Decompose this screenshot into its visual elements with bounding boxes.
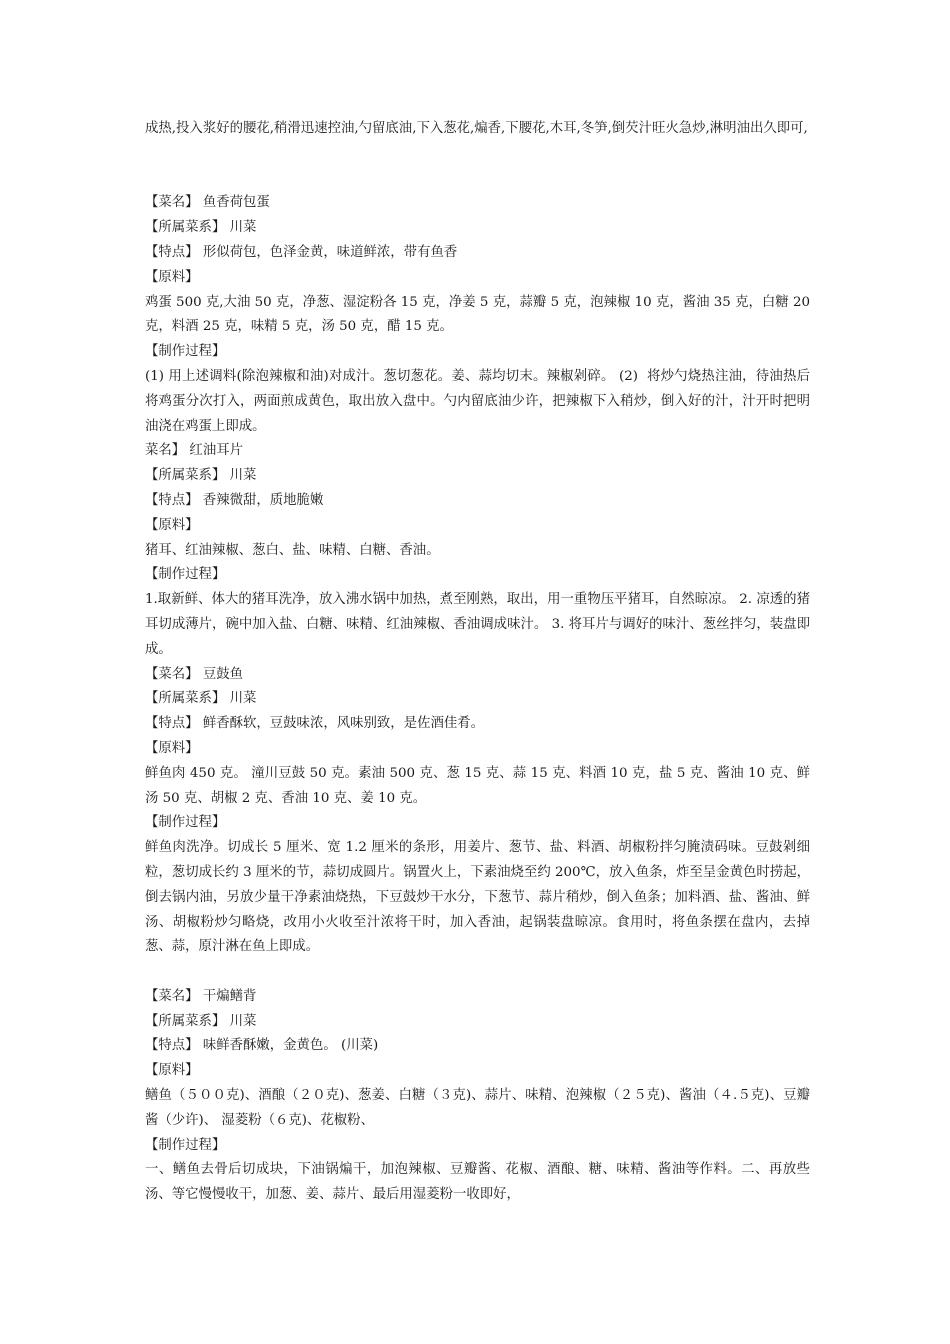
recipe-cuisine: 【所属菜系】 川菜 xyxy=(145,468,257,484)
recipe-block xyxy=(145,191,815,439)
recipe-block xyxy=(145,439,810,662)
process-text: 1.取新鲜、体大的猪耳洗净，放入沸水锅中加热，煮至刚熟，取出，用一重物压平猪耳，自然晾凉。 2. 凉透的猪耳切成薄片，碗中加入盐、白糖、味精、红油辣椒、香油调成味汁。 3. 将耳片与调好的味汁、葱丝拌匀，装盘即成。 xyxy=(145,592,810,657)
process-label: 【制作过程】 xyxy=(145,1137,226,1153)
document-page xyxy=(145,117,815,1208)
ingredients-label: 【原料】 xyxy=(145,1063,199,1079)
spacer xyxy=(145,142,810,167)
recipe-cuisine: 【所属菜系】 川菜 xyxy=(145,1013,257,1029)
recipe-name: 【菜名】 豆鼓鱼 xyxy=(145,666,243,682)
spacer xyxy=(145,960,810,985)
recipe-cuisine: 【所属菜系】 川菜 xyxy=(145,691,257,707)
process-label: 【制作过程】 xyxy=(145,567,226,583)
process-label: 【制作过程】 xyxy=(145,344,226,360)
ingredients-text: 鲜鱼肉 450 克。 潼川豆鼓 50 克。素油 500 克、葱 15 克、蒜 15 克、料酒 10 克，盐 5 克、酱油 10 克、鲜汤 50 克、胡椒 2 克、香油 10 克、姜 10 克。 xyxy=(145,765,810,806)
process-text: 鲜鱼肉洗净。切成长 5 厘米、宽 1.2 厘米的条形，用姜片、葱节、盐、料酒、胡椒粉拌匀腌渍码味。豆鼓剁细粒，葱切成长约 3 厘米的节，蒜切成圆片。锅置火上，下素油烧至约 200℃，放入鱼条，炸至呈金黄色时捞起，倒去锅内油，另放少量干净素油烧热，下豆鼓炒干水分，下葱节、蒜片稍炒，倒入鱼条；加料酒、盐、酱油、鲜汤、胡椒粉炒匀略烧，改用小火收至汁浓将干时，加入香油，起锅装盘晾凉。食用时，将鱼条摆在盘内，去掉葱、蒜，原汁淋在鱼上即成。 xyxy=(145,840,810,955)
process-text: (1) 用上述调料(除泡辣椒和油)对成汁。葱切葱花。姜、蒜均切末。辣椒剁碎。 (2) 将炒勺烧热注油，待油热后将鸡蛋分次打入，两面煎成黄色，取出放入盘中。勺内留底油少许，把辣椒下入稍炒，倒入好的汁，汁开时把明油浇在鸡蛋上即成。 xyxy=(145,368,810,434)
ingredients-text: 鳝鱼（５００克)、酒酿（２０克)、葱姜、白糖（３克)、蒜片、味精、泡辣椒（２５克)、酱油（４.５克)、豆瓣酱（少许)、 湿菱粉（６克)、花椒粉、 xyxy=(145,1088,810,1128)
recipe-cuisine: 【所属菜系】 川菜 xyxy=(145,220,257,236)
ingredients-label: 【原料】 xyxy=(145,740,199,756)
recipe-block xyxy=(145,985,810,1208)
recipe-feature: 【特点】 香辣微甜，质地脆嫩 xyxy=(145,492,324,508)
intro-paragraph: 成热,投入浆好的腰花,稍滑迅速控油,勺留底油,下入葱花,煸香,下腰花,木耳,冬笋,倒芡汁旺火急炒,淋明油出久即可, xyxy=(145,121,808,136)
recipe-name: 【菜名】 鱼香荷包蛋 xyxy=(145,195,270,211)
process-text: 一、鳝鱼去骨后切成块，下油锅煸干，加泡辣椒、豆瓣酱、花椒、酒酿、糖、味精、酱油等作料。二、再放些汤、等它慢慢收干，加葱、姜、蒜片、最后用湿菱粉一收即好， xyxy=(145,1162,810,1203)
process-label: 【制作过程】 xyxy=(145,815,226,831)
recipe-feature: 【特点】 形似荷包，色泽金黄，味道鲜浓，带有鱼香 xyxy=(145,244,458,260)
recipe-feature: 【特点】 鲜香酥软，豆鼓味浓，风味别致，是佐酒佳肴。 xyxy=(145,716,485,732)
ingredients-label: 【原料】 xyxy=(145,517,199,533)
ingredients-text: 鸡蛋 500 克,大油 50 克，净葱、湿淀粉各 15 克，净姜 5 克，蒜瓣 5 克，泡辣椒 10 克，酱油 35 克，白糖 20 克，料酒 25 克，味精 5 克，汤 50 克，醋 15 克。 xyxy=(145,294,815,335)
recipe-feature: 【特点】 味鲜香酥嫩，金黄色。 (川菜) xyxy=(145,1038,379,1054)
ingredients-label: 【原料】 xyxy=(145,269,199,285)
spacer xyxy=(145,167,810,192)
ingredients-text: 猪耳、红油辣椒、葱白、盐、味精、白糖、香油。 xyxy=(145,542,440,558)
recipe-name: 菜名】 红油耳片 xyxy=(145,443,243,459)
recipe-name: 【菜名】 干煸鳝背 xyxy=(145,988,257,1004)
recipe-block xyxy=(145,663,810,961)
